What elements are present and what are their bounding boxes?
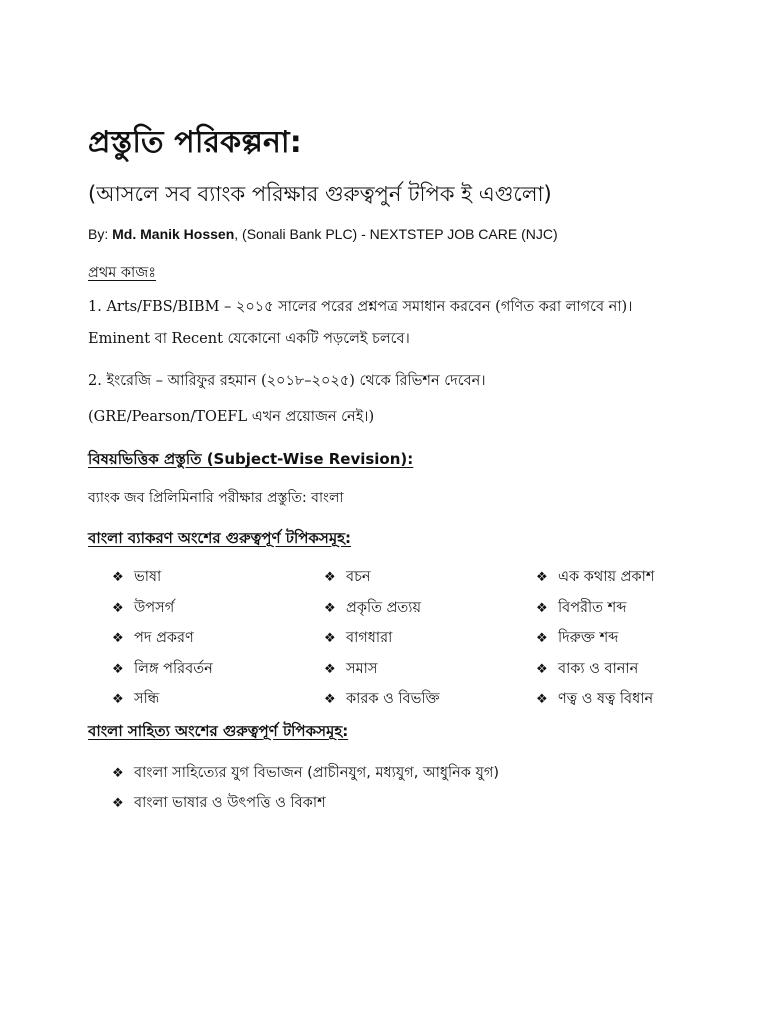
bullet-icon: ❖ bbox=[324, 661, 336, 677]
grammar-heading: বাংলা ব্যাকরণ অংশের গুরুত্বপূর্ণ টপিকসমূহ: bbox=[88, 529, 352, 547]
list-item: ❖ লিঙ্গ পরিবর্তন bbox=[112, 660, 213, 677]
bullet-icon: ❖ bbox=[536, 692, 548, 707]
list-item: ❖ বাংলা সাহিত্যের যুগ বিভাজন (প্রাচীনযুগ, মধ্যযুগ, আধুনিক যুগ) bbox=[112, 765, 500, 781]
instruction-line-4: (GRE/Pearson/TOEFL এখন প্রয়োজন নেই।) bbox=[88, 409, 375, 425]
bullet-icon: ❖ bbox=[536, 570, 548, 585]
grammar-row bbox=[112, 658, 732, 689]
list-item: ❖ সন্ধি bbox=[112, 691, 160, 707]
literature-topics-list bbox=[112, 762, 499, 822]
grammar-row bbox=[112, 688, 732, 719]
bullet-icon: ❖ bbox=[112, 570, 124, 585]
instruction-line-1: 1. Arts/FBS/BIBM – ২০১৫ সালের পরের প্রশ্নপত্র সমাধান করবেন (গণিত করা লাগবে না)। bbox=[88, 299, 633, 315]
literature-heading: বাংলা সাহিত্য অংশের গুরুত্বপূর্ণ টপিকসমূহ: bbox=[88, 722, 349, 740]
list-item: ❖ দিরুক্ত শব্দ bbox=[536, 630, 619, 646]
list-item: ❖ ভাষা bbox=[112, 569, 162, 585]
instruction-line-2: Eminent বা Recent যেকোনো একটি পড়লেই চলবে। bbox=[88, 331, 410, 347]
prelim-line: ব্যাংক জব প্রিলিমিনারি পরীক্ষার প্রস্তুতি: বাংলা bbox=[88, 490, 344, 506]
list-item: ❖ উপসর্গ bbox=[112, 599, 175, 616]
first-task-label: প্রথম কাজঃ bbox=[88, 265, 156, 281]
bullet-icon: ❖ bbox=[536, 631, 548, 646]
list-item: ❖ বাংলা ভাষার ও উৎপত্তি ও বিকাশ bbox=[112, 795, 326, 811]
page-title: প্রস্তুতি পরিকল্পনা: bbox=[88, 125, 302, 160]
bullet-icon: ❖ bbox=[112, 631, 124, 646]
byline-suffix: , (Sonali Bank PLC) - NEXTSTEP JOB CARE (NJC) bbox=[234, 226, 558, 242]
list-item: ❖ বচন bbox=[324, 569, 371, 585]
bullet-icon: ❖ bbox=[324, 570, 336, 585]
bullet-icon: ❖ bbox=[324, 692, 336, 707]
list-item: ❖ সমাস bbox=[324, 660, 378, 677]
list-item: ❖ ণত্ব ও ষত্ব বিধান bbox=[536, 691, 654, 707]
bullet-icon: ❖ bbox=[324, 631, 336, 646]
grammar-topics-grid bbox=[112, 566, 732, 719]
grammar-row bbox=[112, 597, 732, 628]
bullet-icon: ❖ bbox=[112, 692, 124, 707]
page-subtitle: (আসলে সব ব্যাংক পরিক্ষার গুরুত্বপুর্ন টপিক ই এগুলো) bbox=[88, 182, 552, 206]
bullet-icon: ❖ bbox=[536, 661, 548, 677]
list-item: ❖ বিপরীত শব্দ bbox=[536, 599, 627, 616]
list-item: ❖ বাগধারা bbox=[324, 630, 393, 646]
instruction-line-3: 2. ইংরেজি – আরিফুর রহমান (২০১৮–২০২৫) থেকে রিভিশন দেবেন। bbox=[88, 373, 486, 389]
list-item: ❖ এক কথায় প্রকাশ bbox=[536, 569, 655, 585]
bullet-icon: ❖ bbox=[112, 661, 124, 677]
list-item: ❖ বাক্য ও বানান bbox=[536, 660, 639, 677]
subject-wise-heading: বিষয়ভিত্তিক প্রস্তুতি (Subject-Wise Revision): bbox=[88, 450, 414, 468]
author-byline bbox=[88, 226, 558, 242]
list-item: ❖ পদ প্রকরণ bbox=[112, 630, 194, 646]
author-name: Md. Manik Hossen bbox=[112, 226, 235, 242]
bullet-icon: ❖ bbox=[536, 600, 548, 616]
byline-prefix: By: bbox=[88, 226, 113, 242]
bullet-icon: ❖ bbox=[112, 766, 124, 781]
list-item: ❖ প্রকৃতি প্রত্যয় bbox=[324, 599, 422, 616]
bullet-icon: ❖ bbox=[112, 600, 124, 616]
bullet-icon: ❖ bbox=[112, 796, 124, 811]
list-item: ❖ কারক ও বিভক্তি bbox=[324, 691, 440, 707]
bullet-icon: ❖ bbox=[324, 600, 336, 616]
grammar-row bbox=[112, 566, 732, 597]
grammar-row bbox=[112, 627, 732, 658]
